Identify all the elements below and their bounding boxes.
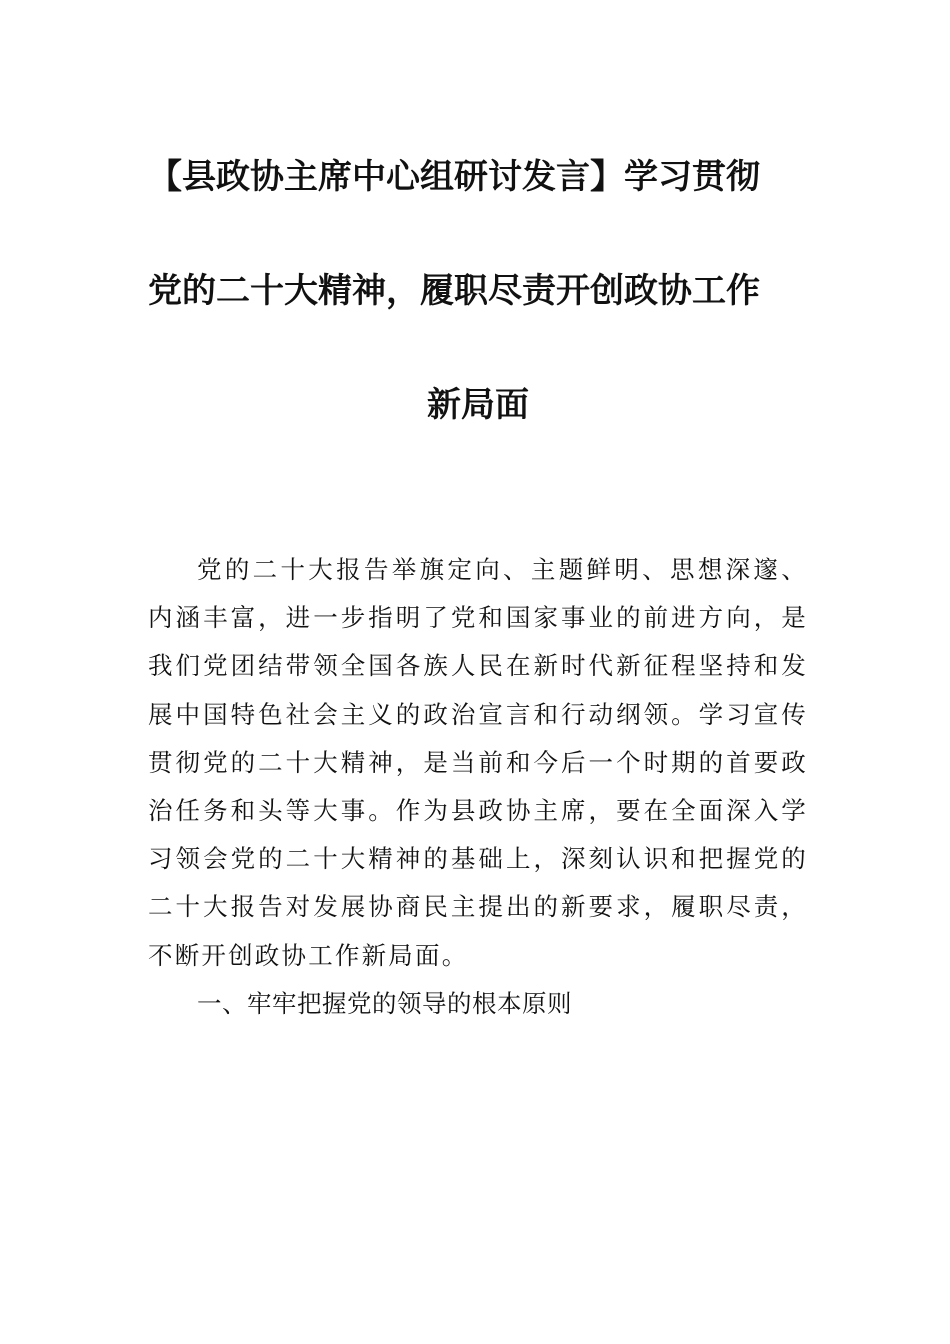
title-line-2: 党的二十大精神，履职尽责开创政协工作 — [148, 271, 760, 311]
title-line-1: 【县政协主席中心组研讨发言】学习贯彻 — [148, 157, 760, 197]
section-heading: 一、牢牢把握党的领导的根本原则 — [197, 988, 572, 1018]
document-body — [148, 546, 808, 1028]
title-line-3: 新局面 — [427, 385, 529, 425]
document-title — [148, 146, 808, 436]
body-paragraph: 党的二十大报告举旗定向、主题鲜明、思想深邃、内涵丰富，进一步指明了党和国家事业的前进方向，是我们党团结带领全国各族人民在新时代新征程坚持和发展中国特色社会主义的政治宣言和行动纲领。学习宣传贯彻党的二十大精神，是当前和今后一个时期的首要政治任务和头等大事。作为县政协主席，要在全面深入学习领会党的二十大精神的基础上，深刻认识和把握党的二十大报告对发展协商民主提出的新要求，履职尽责，不断开创政协工作新局面。 — [148, 555, 808, 970]
